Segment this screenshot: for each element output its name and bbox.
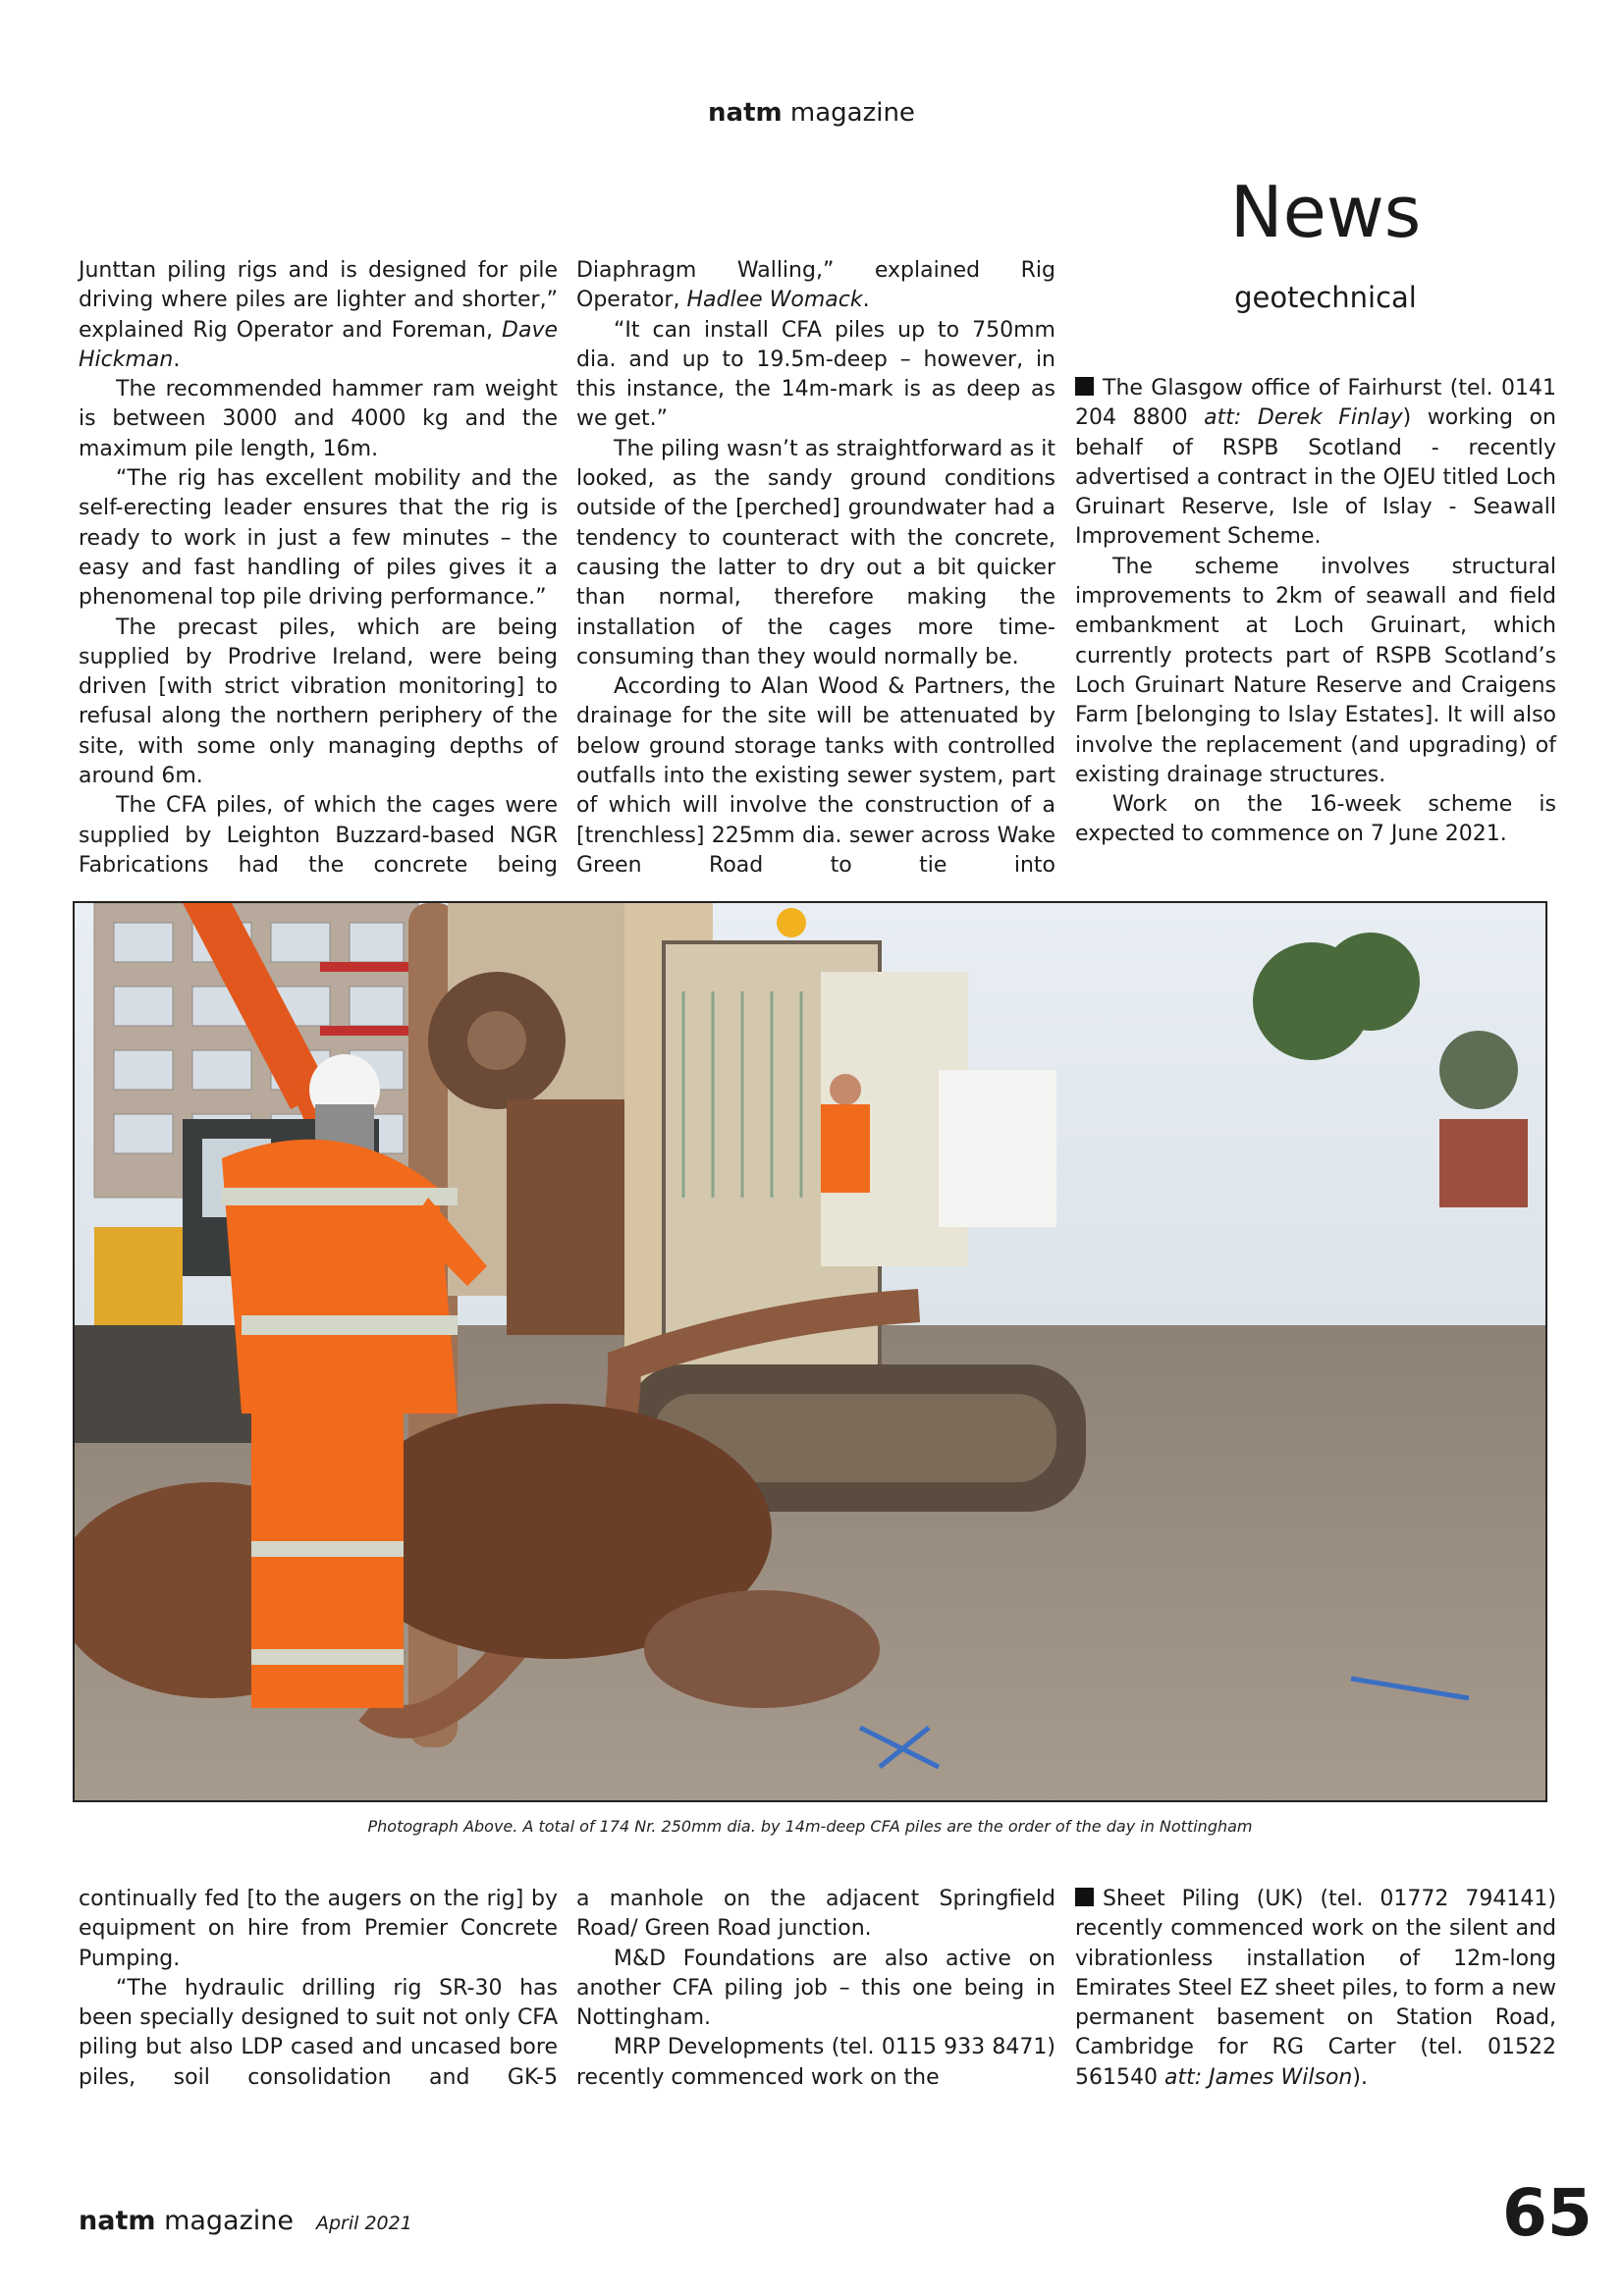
piling-rig-photo-illustration (75, 903, 1545, 1800)
article-column-2-top (576, 256, 1055, 881)
paragraph: The recommended hammer ram weight is between 3000 and 4000 kg and the maximum pile length, 16m. (79, 377, 558, 461)
person-name: Hadlee Womack (686, 288, 863, 313)
paragraph: MRP Developments (tel. 0115 933 8471) recently commenced work on the (576, 2035, 1055, 2090)
paragraph: continually fed [to the augers on the rig] by equipment on hire from Premier Concrete Pumping. (79, 1887, 558, 1971)
text-run: . (173, 347, 181, 372)
square-bullet-icon (1075, 377, 1094, 396)
text-run: Junttan piling rigs and is designed for pile driving where piles are lighter and shorter,” explained Rig Operator and Foreman, (79, 258, 558, 343)
article-column-2-bottom (576, 1885, 1055, 2093)
footer-brand: natm (79, 2206, 156, 2236)
article-column-3-top (1075, 374, 1556, 850)
paragraph: Work on the 16-week scheme is expected to commence on 7 June 2021. (1075, 792, 1556, 847)
section-subtitle: geotechnical (1234, 281, 1417, 314)
paragraph: The scheme involves structural improvements to 2km of seawall and field embankment at Loch Gruinart, which currently protects part of RSPB Scotland’s Loch Gruinart Nature Reserve and Craigens Farm [belonging to Islay Estates]. It will also involve the replacement (and upgrading) of existing drainage structures. (1075, 554, 1556, 787)
square-bullet-icon (1075, 1888, 1094, 1906)
paragraph: The piling wasn’t as straightforward as it looked, as the sandy ground conditions outside of the [perched] groundwater had a tendency to counteract with the concrete, causing the latter to dry out a bit quicker than normal, therefore making the installation of the cages more time-consuming than they would normally be. (576, 436, 1055, 669)
text-run: ) working on behalf of RSPB Scotland - recently advertised a contract in the OJEU titled Loch Gruinart Reserve, Isle of Islay - Seawall Improvement Scheme. (1075, 405, 1557, 550)
paragraph: According to Alan Wood & Partners, the drainage for the site will be attenuated by below ground storage tanks with controlled outfalls into the existing sewer system, part of which will involve the construction of a [trenchless] 225mm dia. sewer across Wake Green Road to tie into (576, 674, 1055, 878)
text-run: ). (1352, 2064, 1368, 2090)
paragraph: a manhole on the adjacent Springfield Road/ Green Road junction. (576, 1887, 1055, 1942)
masthead (0, 98, 1623, 128)
article-column-1-bottom (79, 1885, 558, 2093)
paragraph: The CFA piles, of which the cages were supplied by Leighton Buzzard-based NGR Fabrications had the concrete being (79, 793, 558, 878)
article-column-1-top (79, 256, 558, 881)
paragraph (1075, 374, 1556, 553)
person-name: att: Derek Finlay (1204, 405, 1403, 431)
page-number: 65 (1502, 2175, 1593, 2251)
issue-date: April 2021 (316, 2213, 412, 2234)
article-column-3-bottom (1075, 1885, 1556, 2093)
footer-masthead (79, 2206, 294, 2236)
masthead-rest: magazine (782, 98, 915, 128)
photo-caption: Photograph Above. A total of 174 Nr. 250mm dia. by 14m-deep CFA piles are the order of the day in Nottingham (367, 1817, 1253, 1836)
paragraph: “The hydraulic drilling rig SR-30 has been specially designed to suit not only CFA piling but also LDP cased and uncased bore piles, soil consolidation and GK-5 (79, 1975, 558, 2090)
text-run: The Glasgow office of Fairhurst (tel. 0141 204 8800 (1075, 376, 1556, 431)
section-title: News (1229, 171, 1422, 253)
paragraph (576, 256, 1055, 316)
masthead-brand: natm (708, 98, 783, 128)
paragraph: The precast piles, which are being supplied by Prodrive Ireland, were being driven [with strict vibration monitoring] to refusal along the northern periphery of the site, with some only managing depths of around 6m. (79, 614, 558, 789)
paragraph (79, 256, 558, 375)
paragraph: “The rig has excellent mobility and the self-erecting leader ensures that the rig is ready to work in just a few minutes – the easy and fast handling of piles gives it a phenomenal top pile driving performance.” (79, 466, 558, 611)
footer-brand-rest: magazine (155, 2206, 294, 2236)
person-name: att: James Wilson (1163, 2064, 1353, 2090)
paragraph: “It can install CFA piles up to 750mm dia. and up to 19.5m-deep – however, in this instance, the 14m-mark is as deep as we get.” (576, 317, 1055, 432)
paragraph: M&D Foundations are also active on another CFA piling job – this one being in Nottingham. (576, 1946, 1055, 2031)
text-run: Sheet Piling (UK) (tel. 01772 794141) recently commenced work on the silent and vibrationless installation of 12m-long Emirates Steel EZ sheet piles, to form a new permanent basement on Station Road, Cambridge for RG Carter (tel. 01522 561540 (1075, 1887, 1556, 2090)
text-run: Diaphragm Walling,” explained Rig Operator, (576, 258, 1055, 313)
site-photograph (73, 901, 1547, 1802)
text-run: . (862, 288, 870, 313)
paragraph (1075, 1885, 1556, 2093)
person-name: Dave Hickman (79, 317, 558, 372)
